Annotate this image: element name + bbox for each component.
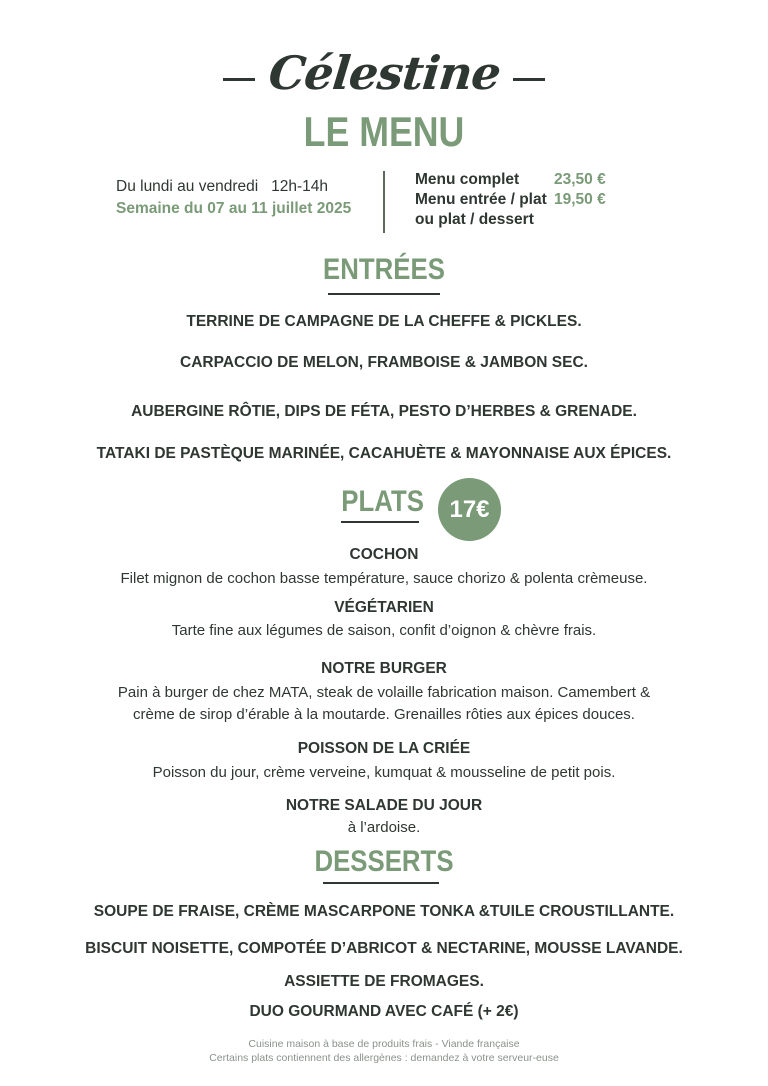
footer-note: Certains plats contiennent des allergènes : demandez à votre serveur-euse xyxy=(209,1052,559,1064)
plat-description: Filet mignon de cochon basse température, sauce chorizo & polenta crèmeuse. xyxy=(120,570,648,587)
info-divider xyxy=(383,171,385,233)
schedule-week: Semaine du 07 au 11 juillet 2025 xyxy=(116,200,352,217)
plat-description: à l’ardoise. xyxy=(347,819,421,836)
entree-item: AUBERGINE RÔTIE, DIPS DE FÉTA, PESTO D’HERBES & GRENADE. xyxy=(131,403,637,420)
formula-row: Menu entrée / plat 19,50 € xyxy=(415,191,606,208)
footer-note: Cuisine maison à base de produits frais - Viande française xyxy=(248,1038,520,1050)
dessert-item: SOUPE DE FRAISE, CRÈME MASCARPONE TONKA &TUILE CROUSTILLANTE. xyxy=(93,903,675,920)
section-title-entrees: ENTRÉES xyxy=(323,253,445,286)
formula-row: ou plat / dessert xyxy=(415,211,534,228)
plat-name: NOTRE SALADE DU JOUR xyxy=(285,797,483,814)
plats-price-badge: 17€ xyxy=(438,478,501,541)
plat-name: VÉGÉTARIEN xyxy=(334,599,434,616)
plat-name: COCHON xyxy=(349,546,419,563)
dessert-item: BISCUIT NOISETTE, COMPOTÉE D’ABRICOT & NECTARINE, MOUSSE LAVANDE. xyxy=(85,940,683,957)
plat-description: crème de sirop d’érable à la moutarde. Grenailles rôties aux épices douces. xyxy=(133,706,635,723)
brand-dash-left xyxy=(223,78,255,81)
plat-name: NOTRE BURGER xyxy=(321,660,447,677)
restaurant-logo: Célestine xyxy=(265,46,503,100)
plat-description: Pain à burger de chez MATA, steak de volaille fabrication maison. Camembert & xyxy=(117,684,651,701)
plat-name: POISSON DE LA CRIÉE xyxy=(297,740,471,757)
brand-header xyxy=(0,38,768,108)
section-title-desserts: DESSERTS xyxy=(314,845,454,878)
formula-prices xyxy=(415,170,606,230)
entree-item: CARPACCIO DE MELON, FRAMBOISE & JAMBON SEC. xyxy=(180,354,588,371)
page-title: LE MENU xyxy=(303,108,465,155)
section-underline xyxy=(328,293,440,295)
entree-item: TATAKI DE PASTÈQUE MARINÉE, CACAHUÈTE & MAYONNAISE AUX ÉPICES. xyxy=(96,445,672,462)
dessert-item: ASSIETTE DE FROMAGES. xyxy=(284,973,484,990)
entree-item: TERRINE DE CAMPAGNE DE LA CHEFFE & PICKLES. xyxy=(186,313,582,330)
section-underline xyxy=(341,521,419,523)
section-underline xyxy=(323,882,439,884)
plat-description: Poisson du jour, crème verveine, kumquat & mousseline de petit pois. xyxy=(152,764,616,781)
section-title-plats: PLATS xyxy=(341,485,424,518)
brand-dash-right xyxy=(513,78,545,81)
formula-row: Menu complet 23,50 € xyxy=(415,171,606,188)
schedule-info xyxy=(116,176,351,220)
schedule-days: Du lundi au vendredi 12h-14h xyxy=(116,178,328,195)
schedule-hours: 12h-14h xyxy=(271,178,328,195)
dessert-item: DUO GOURMAND AVEC CAFÉ (+ 2€) xyxy=(249,1003,519,1020)
plat-description: Tarte fine aux légumes de saison, confit d’oignon & chèvre frais. xyxy=(171,622,597,639)
